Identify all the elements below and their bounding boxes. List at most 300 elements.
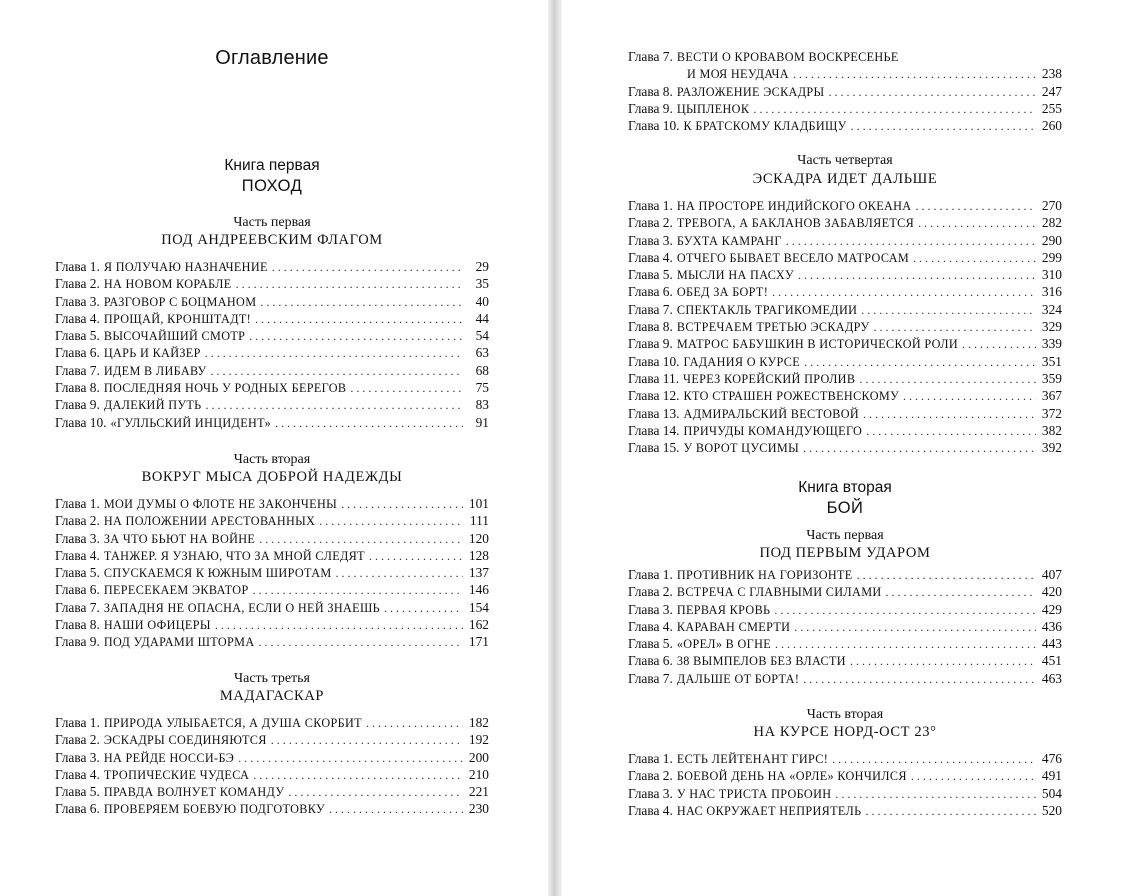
page-number: 359 <box>1041 370 1062 386</box>
dot-leader <box>238 750 463 767</box>
part-label: Часть вторая <box>806 707 884 722</box>
chapter-label: Глава 9. <box>628 100 673 116</box>
page-number: 436 <box>1041 618 1062 634</box>
book-name: БОЙ <box>826 499 864 517</box>
toc-entry <box>55 512 489 529</box>
dot-leader <box>913 250 1036 267</box>
page-number: 260 <box>1041 118 1062 134</box>
dot-leader <box>832 751 1036 768</box>
dot-leader <box>255 311 463 328</box>
chapter-title: ПЕРЕСЕКАЕМ ЭКВАТОР <box>103 583 249 598</box>
chapter-label: Глава 7. <box>55 599 100 615</box>
page-number: 316 <box>1041 284 1062 300</box>
page-number: 451 <box>1041 653 1062 669</box>
chapter-title: ОТЧЕГО БЫВАЕТ ВЕСЕЛО МАТРОСАМ <box>676 250 910 265</box>
chapter-list <box>628 197 1062 456</box>
page-number: 407 <box>1041 567 1062 582</box>
page-number: 192 <box>468 732 489 748</box>
book-label: Книга первая <box>224 157 320 174</box>
toc-entry <box>628 601 1062 618</box>
chapter-title: ТРОПИЧЕСКИЕ ЧУДЕСА <box>103 767 250 782</box>
dot-leader <box>861 302 1036 319</box>
chapter-title: МОИ ДУМЫ О ФЛОТЕ НЕ ЗАКОНЧЕНЫ <box>103 497 338 511</box>
dot-leader <box>272 259 463 276</box>
part-label: Часть четвертая <box>797 153 893 168</box>
chapter-title: ПРИЧУДЫ КОМАНДУЮЩЕГО <box>683 423 863 438</box>
page-number: 146 <box>468 582 489 598</box>
toc-entry <box>55 258 489 275</box>
chapter-label: Глава 9. <box>628 336 673 352</box>
chapter-title-continued: И МОЯ НЕУДАЧА <box>687 67 789 82</box>
dot-leader <box>804 354 1036 371</box>
dot-leader <box>828 84 1036 101</box>
chapter-title: СПЕКТАКЛЬ ТРАГИКОМЕДИИ <box>676 302 858 317</box>
dot-leader <box>215 617 463 634</box>
chapter-label: Глава 7. <box>628 49 673 64</box>
toc-entry <box>628 635 1062 652</box>
chapter-label: Глава 5. <box>628 636 673 652</box>
page-number: 230 <box>468 801 489 817</box>
chapter-title: ВЫСОЧАЙШИЙ СМОТР <box>103 329 246 344</box>
page-number: 83 <box>475 397 489 413</box>
chapter-label: Глава 8. <box>628 319 673 335</box>
toc-entry <box>628 117 1062 134</box>
chapter-label: Глава 8. <box>628 83 673 99</box>
chapter-title: ВЕСТИ О КРОВАВОМ ВОСКРЕСЕНЬЕ <box>676 50 899 64</box>
chapter-label: Глава 12. <box>628 388 680 404</box>
chapter-list <box>55 495 489 651</box>
chapter-label: Глава 5. <box>55 784 100 800</box>
toc-entry <box>628 387 1062 404</box>
toc-entry <box>55 731 489 748</box>
chapter-title: ПРИРОДА УЛЫБАЕТСЯ, А ДУША СКОРБИТ <box>103 716 362 730</box>
chapter-label: Глава 6. <box>55 582 100 598</box>
chapter-label: Глава 1. <box>55 496 100 511</box>
chapter-title: ПРОТИВНИК НА ГОРИЗОНТЕ <box>676 568 853 582</box>
toc-entry <box>55 633 489 650</box>
toc-entry-continuation <box>628 65 1062 82</box>
toc-entry <box>628 83 1062 100</box>
chapter-label: Глава 3. <box>55 749 100 765</box>
toc-entry <box>55 564 489 581</box>
dot-leader <box>205 345 463 362</box>
page-number: 40 <box>475 293 489 309</box>
chapter-label: Глава 4. <box>628 802 673 818</box>
chapter-list <box>628 566 1062 687</box>
part-name: ПОД ПЕРВЫМ УДАРОМ <box>759 545 931 561</box>
chapter-label: Глава 2. <box>55 276 100 292</box>
dot-leader <box>866 803 1036 820</box>
toc-entry <box>55 547 489 564</box>
book-gutter <box>548 0 562 896</box>
chapter-title: НА ПОЛОЖЕНИИ АРЕСТОВАННЫХ <box>103 514 316 529</box>
page-number: 120 <box>468 530 489 546</box>
dot-leader <box>329 801 463 818</box>
toc-entry <box>628 249 1062 266</box>
chapter-label: Глава 14. <box>628 422 680 438</box>
chapter-label: Глава 3. <box>628 601 673 617</box>
chapter-title: НА РЕЙДЕ НОССИ-БЭ <box>103 750 235 765</box>
dot-leader <box>911 768 1036 785</box>
page-number: 35 <box>475 276 489 292</box>
chapter-title: ЦАРЬ И КАЙЗЕР <box>103 346 201 361</box>
toc-entry <box>628 785 1062 802</box>
page-number: 137 <box>468 565 489 581</box>
page-number: 238 <box>1041 66 1062 82</box>
part-name: ЭСКАДРА ИДЕТ ДАЛЬШЕ <box>752 171 938 187</box>
chapter-label: Глава 13. <box>628 405 680 421</box>
chapter-label: Глава 2. <box>628 768 673 784</box>
page-number: 329 <box>1041 319 1062 335</box>
toc-entry <box>628 670 1062 687</box>
chapter-title: НАС ОКРУЖАЕТ НЕПРИЯТЕЛЬ <box>676 803 862 818</box>
chapter-label: Глава 2. <box>628 584 673 600</box>
page-number: 443 <box>1041 636 1062 652</box>
dot-leader <box>772 284 1036 301</box>
toc-entry <box>55 581 489 598</box>
dot-leader <box>341 496 463 513</box>
dot-leader <box>851 118 1036 135</box>
chapter-title: РАЗГОВОР С БОЦМАНОМ <box>103 294 257 309</box>
page-number: 63 <box>475 345 489 361</box>
dot-leader <box>753 101 1036 118</box>
chapter-title: ПОСЛЕДНЯЯ НОЧЬ У РОДНЫХ БЕРЕГОВ <box>103 381 347 396</box>
chapter-title: «ГУЛЛЬСКИЙ ИНЦИДЕНТ» <box>110 415 272 430</box>
dot-leader <box>336 565 463 582</box>
part-label: Часть первая <box>233 215 311 230</box>
chapter-title: МАТРОС БАБУШКИН В ИСТОРИЧЕСКОЙ РОЛИ <box>676 337 958 352</box>
page-number: 75 <box>475 380 489 396</box>
chapter-label: Глава 1. <box>628 751 673 766</box>
page-number: 520 <box>1041 802 1062 818</box>
chapter-title: 38 ВЫМПЕЛОВ БЕЗ ВЛАСТИ <box>676 654 846 669</box>
dot-leader <box>903 388 1036 405</box>
toc-entry <box>55 714 489 731</box>
toc-entry <box>628 652 1062 669</box>
chapter-label: Глава 8. <box>55 380 100 396</box>
toc-entry <box>55 599 489 616</box>
chapter-label: Глава 3. <box>628 785 673 801</box>
chapter-title: ВСТРЕЧАЕМ ТРЕТЬЮ ЭСКАДРУ <box>676 320 870 335</box>
dot-leader <box>794 619 1036 636</box>
toc-entry <box>55 362 489 379</box>
part-label: Часть вторая <box>233 452 311 467</box>
toc-entry <box>55 275 489 292</box>
page-number: 491 <box>1041 768 1062 784</box>
chapter-title: АДМИРАЛЬСКИЙ ВЕСТОВОЙ <box>683 406 860 421</box>
chapter-title: ОБЕД ЗА БОРТ! <box>676 285 769 300</box>
chapter-label: Глава 10. <box>628 353 680 369</box>
dot-leader <box>275 415 463 432</box>
dot-leader <box>775 636 1036 653</box>
dot-leader <box>206 397 463 414</box>
toc-entry <box>55 783 489 800</box>
chapter-label: Глава 2. <box>55 732 100 748</box>
dot-leader <box>288 784 463 801</box>
chapter-label: Глава 4. <box>55 766 100 782</box>
page-number: 476 <box>1041 751 1062 766</box>
chapter-label: Глава 5. <box>55 565 100 581</box>
toc-entry <box>628 100 1062 117</box>
chapter-title: НАШИ ОФИЦЕРЫ <box>103 618 211 633</box>
chapter-list <box>55 714 489 818</box>
chapter-title: ЧЕРЕЗ КОРЕЙСКИЙ ПРОЛИВ <box>683 371 856 386</box>
chapter-title: ЭСКАДРЫ СОЕДИНЯЮТСЯ <box>103 733 267 748</box>
toc-entry <box>55 293 489 310</box>
chapter-label: Глава 6. <box>55 801 100 817</box>
chapter-label: Глава 4. <box>55 547 100 563</box>
dot-leader <box>774 602 1036 619</box>
toc-entry <box>628 266 1062 283</box>
page-number: 101 <box>468 496 489 511</box>
chapter-label: Глава 7. <box>55 362 100 378</box>
dot-leader <box>835 786 1036 803</box>
chapter-label: Глава 6. <box>55 345 100 361</box>
chapter-label: Глава 5. <box>55 328 100 344</box>
dot-leader <box>350 380 463 397</box>
dot-leader <box>366 715 463 732</box>
chapter-title: У ВОРОТ ЦУСИМЫ <box>683 441 800 456</box>
chapter-title: ПРАВДА ВОЛНУЕТ КОМАНДУ <box>103 785 285 800</box>
dot-leader <box>384 600 463 617</box>
chapter-title: ПРОЩАЙ, КРОНШТАДТ! <box>103 311 252 326</box>
chapter-label: Глава 4. <box>55 310 100 326</box>
dot-leader <box>873 319 1036 336</box>
toc-entry <box>55 530 489 547</box>
toc-entry <box>628 750 1062 767</box>
chapter-title: ИДЕМ В ЛИБАВУ <box>103 363 207 378</box>
part-label: Часть третья <box>234 671 310 686</box>
book-label: Книга вторая <box>798 479 892 496</box>
dot-leader <box>803 440 1036 457</box>
chapter-label: Глава 1. <box>55 259 100 274</box>
dot-leader <box>249 328 463 345</box>
dot-leader <box>793 66 1036 83</box>
dot-leader <box>236 276 463 293</box>
chapter-title: ЗАПАДНЯ НЕ ОПАСНА, ЕСЛИ О НЕЙ ЗНАЕШЬ <box>103 600 380 615</box>
page-number: 247 <box>1041 83 1062 99</box>
chapter-title: ГАДАНИЯ О КУРСЕ <box>683 354 801 369</box>
page-number: 367 <box>1041 388 1062 404</box>
dot-leader <box>271 732 463 749</box>
toc-entry <box>55 396 489 413</box>
toc-entry <box>55 414 489 431</box>
dot-leader <box>915 198 1036 215</box>
chapter-label: Глава 1. <box>628 567 673 582</box>
toc-entry <box>55 344 489 361</box>
chapter-label: Глава 10. <box>55 414 107 430</box>
chapter-title: ЕСТЬ ЛЕЙТЕНАНТ ГИРС! <box>676 752 829 766</box>
toc-entry <box>55 310 489 327</box>
page-number: 111 <box>469 513 489 529</box>
page-number: 463 <box>1041 670 1062 686</box>
part-name: ВОКРУГ МЫСА ДОБРОЙ НАДЕЖДЫ <box>141 469 403 485</box>
chapter-title: ТАНЖЕР. Я УЗНАЮ, ЧТО ЗА МНОЙ СЛЕДЯТ <box>103 548 365 563</box>
chapter-label: Глава 5. <box>628 267 673 283</box>
toc-entry <box>628 566 1062 583</box>
chapter-title: НА НОВОМ КОРАБЛЕ <box>103 277 232 292</box>
toc-entry <box>55 495 489 512</box>
dot-leader <box>211 363 464 380</box>
page-number: 299 <box>1041 249 1062 265</box>
toc-entry <box>628 405 1062 422</box>
toc-entry <box>628 353 1062 370</box>
chapter-label: Глава 4. <box>628 249 673 265</box>
dot-leader <box>253 767 463 784</box>
chapter-label: Глава 3. <box>55 293 100 309</box>
page-number: 324 <box>1041 301 1062 317</box>
page-number: 68 <box>475 362 489 378</box>
dot-leader <box>962 336 1036 353</box>
toc-entry <box>55 766 489 783</box>
chapter-label: Глава 6. <box>628 653 673 669</box>
dot-leader <box>798 267 1036 284</box>
chapter-title: БУХТА КАМРАНГ <box>676 233 782 248</box>
dot-leader <box>803 671 1036 688</box>
page-number: 182 <box>468 715 489 730</box>
chapter-title: ТРЕВОГА, А БАКЛАНОВ ЗАБАВЛЯЕТСЯ <box>676 216 915 231</box>
chapter-label: Глава 1. <box>628 198 673 213</box>
toc-entry <box>628 232 1062 249</box>
chapter-title: ВСТРЕЧА С ГЛАВНЫМИ СИЛАМИ <box>676 585 882 600</box>
dot-leader <box>260 294 463 311</box>
page-number: 200 <box>468 749 489 765</box>
page-number: 255 <box>1041 100 1062 116</box>
page-number: 171 <box>468 634 489 650</box>
chapter-title: БОЕВОЙ ДЕНЬ НА «ОРЛЕ» КОНЧИЛСЯ <box>676 769 907 784</box>
toc-entry <box>55 327 489 344</box>
toc-entry <box>628 422 1062 439</box>
toc-entry <box>628 301 1062 318</box>
toc-entry <box>628 197 1062 214</box>
toc-entry <box>628 767 1062 784</box>
page-number: 372 <box>1041 405 1062 421</box>
page-number: 154 <box>468 599 489 615</box>
chapter-title: ПЕРВАЯ КРОВЬ <box>676 602 771 617</box>
toc-entry <box>628 370 1062 387</box>
dot-leader <box>918 215 1036 232</box>
chapter-label: Глава 6. <box>628 284 673 300</box>
chapter-label: Глава 1. <box>55 715 100 730</box>
toc-entry <box>628 214 1062 231</box>
chapter-title: КАРАВАН СМЕРТИ <box>676 619 791 634</box>
chapter-title: ЦЫПЛЕНОК <box>676 101 750 116</box>
toc-entry <box>628 48 1062 65</box>
chapter-title: СПУСКАЕМСЯ К ЮЖНЫМ ШИРОТАМ <box>103 566 332 581</box>
chapter-label: Глава 8. <box>55 617 100 633</box>
chapter-title: ПРОВЕРЯЕМ БОЕВУЮ ПОДГОТОВКУ <box>103 802 325 817</box>
page-number: 392 <box>1041 440 1062 456</box>
chapter-label: Глава 4. <box>628 618 673 634</box>
part-name: НА КУРСЕ НОРД-ОСТ 23° <box>753 724 937 740</box>
chapter-title: РАЗЛОЖЕНИЕ ЭСКАДРЫ <box>676 84 825 99</box>
chapter-label: Глава 10. <box>628 118 680 134</box>
chapter-title: У НАС ТРИСТА ПРОБОИН <box>676 786 832 801</box>
chapter-title: МЫСЛИ НА ПАСХУ <box>676 268 795 283</box>
chapter-list <box>628 750 1062 819</box>
page-title: Оглавление <box>215 47 329 69</box>
chapter-list <box>55 258 489 431</box>
page-number: 339 <box>1041 336 1062 352</box>
toc-entry <box>628 335 1062 352</box>
toc-entry <box>55 379 489 396</box>
page-number: 290 <box>1041 232 1062 248</box>
page-number: 351 <box>1041 353 1062 369</box>
page-number: 420 <box>1041 584 1062 600</box>
dot-leader <box>259 634 463 651</box>
chapter-label: Глава 11. <box>628 370 680 386</box>
dot-leader <box>857 567 1036 584</box>
chapter-label: Глава 3. <box>628 232 673 248</box>
toc-entry <box>628 583 1062 600</box>
chapter-label: Глава 2. <box>55 513 100 529</box>
chapter-title: Я ПОЛУЧАЮ НАЗНАЧЕНИЕ <box>103 260 268 274</box>
chapter-title: НА ПРОСТОРЕ ИНДИЙСКОГО ОКЕАНА <box>676 199 912 213</box>
page-number: 310 <box>1041 267 1062 283</box>
page-number: 210 <box>468 766 489 782</box>
dot-leader <box>866 423 1036 440</box>
page-number: 91 <box>475 414 489 430</box>
chapter-title: ЗА ЧТО БЬЮТ НА ВОЙНЕ <box>103 531 256 546</box>
page-number: 44 <box>475 310 489 326</box>
part-name: ПОД АНДРЕЕВСКИМ ФЛАГОМ <box>161 232 383 248</box>
dot-leader <box>259 531 463 548</box>
dot-leader <box>863 406 1036 423</box>
page-number: 128 <box>468 547 489 563</box>
part-label: Часть первая <box>806 528 884 543</box>
dot-leader <box>369 548 463 565</box>
toc-entry <box>628 618 1062 635</box>
chapter-label: Глава 9. <box>55 634 100 650</box>
page-number: 162 <box>468 617 489 633</box>
page-number: 29 <box>475 259 489 274</box>
page-number: 54 <box>475 328 489 344</box>
chapter-label: Глава 2. <box>628 215 673 231</box>
dot-leader <box>886 584 1036 601</box>
dot-leader <box>786 233 1036 250</box>
chapter-title: КТО СТРАШЕН РОЖЕСТВЕНСКОМУ <box>683 389 900 404</box>
chapter-label: Глава 3. <box>55 530 100 546</box>
chapter-list <box>628 83 1062 135</box>
dot-leader <box>319 513 463 530</box>
page-number: 221 <box>468 784 489 800</box>
page-number: 382 <box>1041 422 1062 438</box>
chapter-title: ДАЛЬШЕ ОТ БОРТА! <box>676 671 800 686</box>
chapter-label: Глава 15. <box>628 440 680 456</box>
chapter-title: К БРАТСКОМУ КЛАДБИЩУ <box>683 119 847 134</box>
toc-entry <box>628 318 1062 335</box>
page-number: 429 <box>1041 601 1062 617</box>
chapter-title: ДАЛЕКИЙ ПУТЬ <box>103 398 202 413</box>
chapter-title: «ОРЕЛ» В ОГНЕ <box>676 637 772 652</box>
toc-entry <box>55 749 489 766</box>
toc-entry <box>55 800 489 817</box>
page-number: 270 <box>1041 198 1062 213</box>
dot-leader <box>859 371 1036 388</box>
part-name: МАДАГАСКАР <box>219 688 325 704</box>
chapter-label: Глава 9. <box>55 397 100 413</box>
book-name: ПОХОД <box>241 177 303 195</box>
dot-leader <box>253 582 463 599</box>
chapter-label: Глава 7. <box>628 670 673 686</box>
chapter-label: Глава 7. <box>628 301 673 317</box>
dot-leader <box>850 653 1036 670</box>
chapter-list-continued <box>628 48 1062 83</box>
toc-entry <box>628 802 1062 819</box>
toc-entry <box>628 439 1062 456</box>
toc-entry <box>55 616 489 633</box>
page-number: 282 <box>1041 215 1062 231</box>
